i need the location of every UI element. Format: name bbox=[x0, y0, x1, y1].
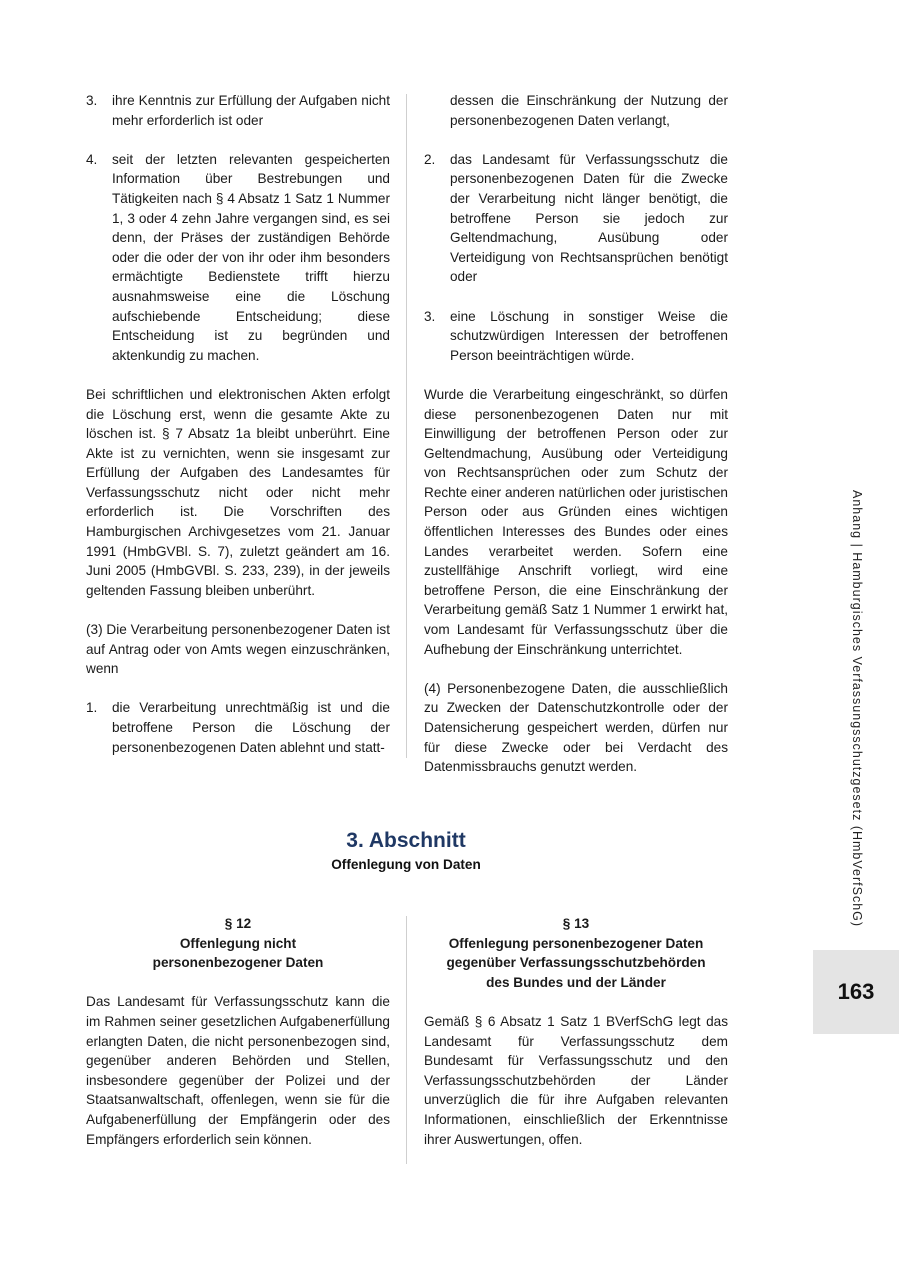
paragraph-12-title-line2: personenbezogener Daten bbox=[152, 955, 324, 971]
list-item-3: 3. ihre Kenntnis zur Erfüllung der Aufgaben nicht mehr erforderlich ist oder bbox=[86, 93, 390, 128]
list-item-3-right: 3. eine Löschung in sonstiger Weise die schutzwürdigen Interessen der betroffenen Person beeinträchtigen würde. bbox=[424, 308, 728, 363]
paragraph-4: (4) Personenbezogene Daten, die ausschließlich zu Zwecken der Datenschutzkontrolle oder der Datensicherung gespeichert werden, dürfen nur für diese Zwecke oder bei Verdacht des Datenmissbrauchs genutzt werden. bbox=[424, 680, 728, 775]
paragraph-13-heading bbox=[424, 914, 728, 992]
paragraph-13-title-line1: Offenlegung personenbezogener Daten bbox=[448, 935, 704, 951]
paragraph-12-title-line1: Offenlegung nicht bbox=[179, 935, 297, 951]
page-number-box bbox=[813, 950, 899, 1034]
paragraph-12-column bbox=[86, 914, 390, 1149]
column-divider-top bbox=[406, 94, 407, 758]
list-item-1: 1. die Verarbeitung unrechtmäßig ist und die betroffene Person die Löschung der personenbezogenen Daten ablehnt und statt- bbox=[86, 700, 390, 755]
paragraph-13-number: § 13 bbox=[562, 916, 590, 931]
page-number: 163 bbox=[837, 979, 875, 1004]
list-item-4: 4. seit der letzten relevanten gespeicherten Information über Bestrebungen und Tätigkeiten nach § 4 Absatz 1 Satz 1 Nummer 1, 3 oder 4 zehn Jahre vergangen sind, es sei denn, der Präses der zuständigen Behörde oder die oder der von ihr oder ihm besonders ermächtigte Bedienstete trifft hierzu ausnahmsweise eine die Löschung aufschiebende Entscheidung; diese Entscheidung ist zu begründen und aktenkundig zu machen. bbox=[86, 151, 390, 363]
list-item-1-continued: dessen die Einschränkung der Nutzung der personenbezogenen Daten verlangt, bbox=[450, 93, 728, 128]
column-divider-bottom bbox=[406, 916, 407, 1164]
paragraph-13-title-line3: des Bundes und der Länder bbox=[486, 974, 666, 990]
running-head: Anhang | Hamburgisches Verfassungsschutzgesetz (HmbVerfSchG) bbox=[850, 490, 864, 928]
list-item-2: 2. das Landesamt für Verfassungsschutz die personenbezogenen Daten für die Zwecke der Verarbeitung nicht länger benötigt, die betroffene Person sie jedoch zur Geltendmachung, Ausübung oder Verteidigung von Rechtsansprüchen benötigt oder bbox=[424, 151, 728, 285]
paragraph-akten: Bei schriftlichen und elektronischen Akten erfolgt die Löschung erst, wenn die gesamte Akte zu löschen ist. § 7 Absatz 1a bleibt unberührt. Eine Akte ist zu vernichten, wenn sie insgesamt zur Erfüllung der Aufgaben des Landesamtes für Verfassungsschutz nicht oder nicht mehr erforderlich ist. Die Vorschriften des Hamburgischen Archivgesetzes vom 21. Januar 1991 (HmbGVBl. S. 7), zuletzt geändert am 16. Juni 2005 (HmbGVBl. S. 233, 239), in der jeweils geltenden Fassung bleiben unberührt. bbox=[86, 386, 390, 598]
paragraph-13-column bbox=[424, 914, 728, 1149]
paragraph-12-number: § 12 bbox=[224, 916, 252, 931]
top-left-column bbox=[86, 91, 390, 757]
paragraph-12-heading bbox=[86, 914, 390, 973]
paragraph-wurde: Wurde die Verarbeitung eingeschränkt, so dürfen diese personenbezogenen Daten nur mit Einwilligung der betroffenen Person oder zur Geltendmachung, Ausübung oder Verteidigung von Rechtsansprüchen oder zum Schutz der Rechte einer anderen natürlichen oder juristischen Person oder aus Gründen eines wichtigen öffentlichen Interesses des Bundes oder eines Landes verarbeitet werden. Sofern eine zustellfähige Anschrift vorliegt, wird eine betroffene Person, die eine Einschränkung der Verarbeitung gemäß Satz 1 Nummer 1 erwirkt hat, vom Landesamt für Verfassungsschutz über die Aufhebung der Einschränkung unterrichtet. bbox=[424, 386, 728, 657]
top-right-column bbox=[424, 91, 728, 777]
section-title: 3. Abschnitt bbox=[346, 829, 466, 852]
paragraph-13-text: Gemäß § 6 Absatz 1 Satz 1 BVerfSchG legt das Landesamt für Verfassungsschutz dem Bundesamt für Verfassungsschutz und den Verfassungsschutzbehörden der Länder unverzüglich die für ihre Aufgaben relevanten Informationen, einschließlich der Erkenntnisse ihrer Auswertungen, offen. bbox=[424, 1013, 728, 1147]
paragraph-13-title-line2: gegenüber Verfassungsschutzbehörden bbox=[446, 955, 706, 971]
paragraph-12-text: Das Landesamt für Verfassungsschutz kann die im Rahmen seiner gesetzlichen Aufgabenerfüllung erlangten Daten, die nicht personenbezogen sind, gegenüber anderen Behörden und Stellen, insbesondere gegenüber der Polizei und der Staatsanwaltschaft, offenlegen, wenn sie für die Aufgabenerfüllung der Empfängerin oder des Empfängers erforderlich sein können. bbox=[86, 994, 390, 1147]
paragraph-3: (3) Die Verarbeitung personenbezogener Daten ist auf Antrag oder von Amts wegen einzuschränken, wenn bbox=[86, 622, 390, 677]
section-subtitle: Offenlegung von Daten bbox=[331, 857, 481, 872]
